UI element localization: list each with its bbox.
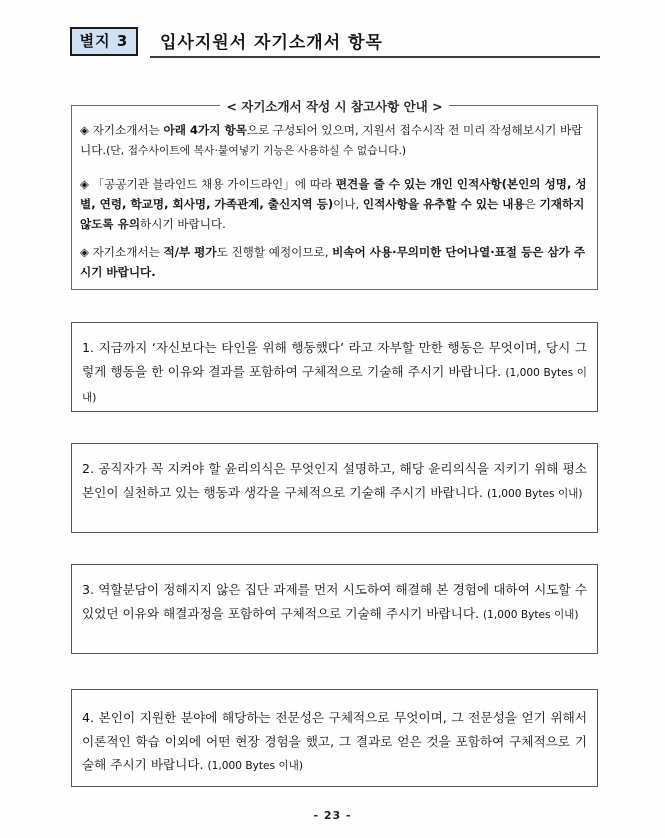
guide-bullet-3 [80,242,590,282]
bullet-3-part-1: 자기소개서는 [92,245,164,259]
bullet-2-part-6: 기재하지 않도록 유의 [80,197,585,231]
bullet-1-part-3: 으로 구성되어 있으며, 지원서 접수시작 전 미리 작성해보시기 바랍니다. [80,123,583,157]
bullet-1-part-1: 자기소개서는 [92,123,164,137]
bullet-2-part-2: 편견을 줄 수 있는 개인 인적사항(본인의 성명, 성별, 연령, 학교명, 회사명, 가족관계, 출신지역 등) [80,177,587,211]
title-underline [150,56,600,58]
bullet-3-part-2: 적/부 평가 [163,245,217,259]
diamond-bullet-icon: ◈ [80,123,89,137]
bullet-2-part-1: 「공공기관 블라인드 채용 가이드라인」에 따라 [92,177,336,191]
question-1-text: 1. 지금까지 ‘자신보다는 타인을 위해 행동했다’ 라고 자부할 만한 행동은 무엇이며, 당시 그렇게 행동을 한 이유와 결과를 포함하여 구체적으로 기술해 주시기 바랍니다. [82,340,587,379]
bullet-2-part-7: 하시기 바랍니다. [140,217,226,231]
bullet-3-part-4: 비속어 사용·무의미한 단어나열·표절 등은 삼가 주시기 바랍니다. [80,245,586,279]
appendix-label: 별지 3 [70,27,138,56]
guide-heading-text: < 자기소개서 작성 시 참고사항 안내 > [220,97,448,115]
diamond-bullet-icon: ◈ [80,177,89,191]
page-number: - 23 - [313,809,352,822]
guide-bullet-2 [80,174,590,234]
question-2-text: 2. 공직자가 꼭 지켜야 할 윤리의식은 무엇인지 설명하고, 해당 윤리의식을 지키기 위해 평소 본인이 실천하고 있는 행동과 생각을 구체적으로 기술해 주시기 바랍니다. [82,461,587,500]
question-box-3 [71,564,598,654]
question-box-4 [71,689,598,787]
question-3-limit: (1,000 Bytes 이내) [483,608,579,621]
question-4-limit: (1,000 Bytes 이내) [207,760,304,772]
bullet-1-part-2: 아래 4가지 항목 [163,123,247,137]
question-2-limit: (1,000 Bytes 이내) [487,487,583,500]
bullet-2-part-5: 은 [524,197,540,211]
question-3-text: 3. 역할분담이 정해지지 않은 집단 과제를 먼저 시도하여 해결해 본 경험에 대하여 시도할 수 있었던 이유와 해결과정을 포함하여 구체적으로 기술해 주시기 바랍니다. [82,582,587,621]
question-1-limit: (1,000 Bytes 이내) [82,366,587,404]
bullet-3-part-3: 도 진행할 예정이므로, [216,245,333,259]
question-4-text: 4. 본인이 지원한 분야에 해당하는 전문성은 구체적으로 무엇이며, 그 전문성을 얻기 위해서 이론적인 학습 이외에 어떤 현장 경험을 했고, 그 결과로 얻은 것을 포함하여 구체적으로 기술해 주시기 바랍니다. [82,710,587,772]
bullet-2-part-4: 인적사항을 유추할 수 있는 내용 [362,197,525,211]
bullet-1-note: (단, 접수사이트에 복사·붙여넣기 기능은 사용하실 수 없습니다.) [106,144,407,157]
page-title: 입사지원서 자기소개서 항목 [160,33,383,53]
question-box-2 [71,443,598,533]
bullet-2-part-3: 이나, [333,197,363,211]
guide-box [71,99,598,290]
guide-heading [72,96,597,115]
diamond-bullet-icon: ◈ [80,245,89,259]
guide-bullet-1 [80,120,590,161]
question-box-1 [71,322,598,412]
